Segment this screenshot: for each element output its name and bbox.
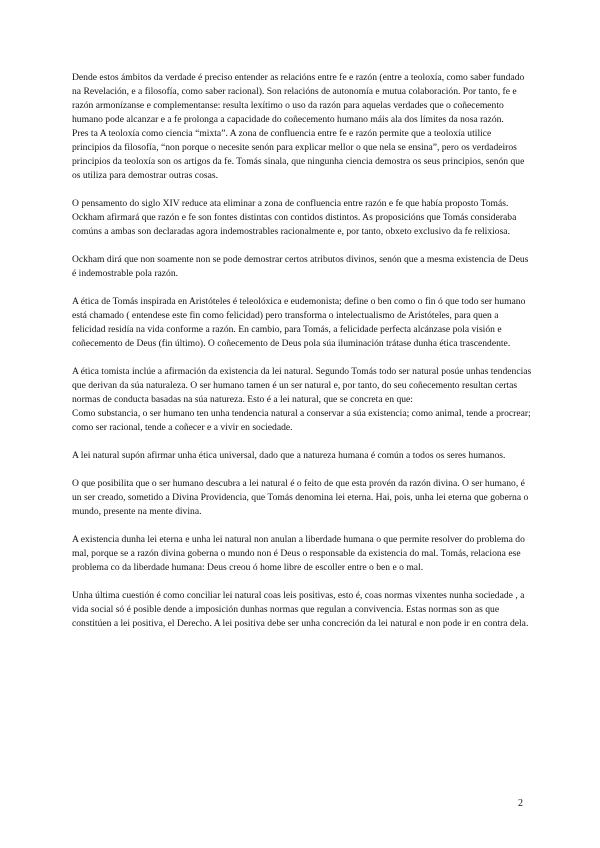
paragraph-siglo-xiv: O pensamento do siglo XIV reduce ata eliminar a zona de confluencia entre razón e fe que había proposto Tomás. Ockham afirmará que razón e fe son fontes distintas con contidos distintos. As proposicións que Tomás consideraba comúns a ambas son declaradas agora indemostrables racionalmente e, por tanto, obxeto exclusivo da fe relixiosa.	[72, 198, 517, 237]
paragraph-ockham: Ockham dirá que non soamente non se pode demostrar certos atributos divinos, senón que a mesma existencia de Deus é indemostrable pola razón.	[72, 254, 529, 279]
paragraph-lei-natural: A ética tomista inclúe a afirmación da existencia da lei natural. Segundo Tomás todo ser natural posúe unhas tendencias que derivan da súa naturaleza. O ser humano tamen é un ser natural e, por tanto, do seu coñecemento resultan certas normas de conducta basadas na súa natureza. Esto é a lei natural, que se concreta en que:	[72, 366, 532, 405]
paragraph-liberdade: A existencia dunha lei eterna e unha lei natural non anulan a liberdade humana o que permite resolver do problema do mal, porque se a razón divina goberna o mundo non é Deus o responsable da existencia do mal. Tomás, relaciona ese problema co da liberdade humana: Deus creou ó home libre de escoller entre o ben e o mal.	[72, 534, 525, 573]
paragraph-substancia: Como substancia, o ser humano ten unha tendencia natural a conservar a súa existencia; como animal, tende a procrear; como ser racional, tende a coñecer e a vivir en sociedade.	[72, 408, 531, 433]
paragraph-leis-positivas: Unha última cuestión é como conciliar lei natural coas leis positivas, esto é, coas normas vixentes nunha sociedade , a vida social só é posible dende a imposición dunhas normas que regulan a convivencia. Estas normas son as que constitúen a lei positiva, el Derecho. A lei positiva debe ser unha concreción da lei natural e non pode ir en contra dela.	[72, 590, 529, 629]
paragraph-etica-tomas: A ética de Tomás inspirada en Aristóteles é teleolóxica e eudemonista; define o ben como o fin ó que todo ser humano está chamado ( entendese este fin como felicidad) pero transforma o intelectualismo de Aristóteles, para quen a felicidad residía na vida conforme a razón. En cambio, para Tomás, a felicidade perfecta alcánzase pola visión e coñecemento de Deus (fin último). O coñecemento de Deus pola súa iluminación trátase dunha ética trascendente.	[72, 296, 526, 349]
paragraph-etica-universal: A lei natural supón afirmar unha ética universal, dado que a natureza humana é común a todos os seres humanos.	[72, 450, 506, 461]
paragraph-fe-razon: Dende estos ámbitos da verdade é preciso entender as relacións entre fe e razón (entre a teoloxía, como saber fundado na Revelación, e a filosofía, como saber racional). Son relacións de autonomía e mutua colaboración. Por tanto, fe e razón armonízanse e complementanse: resulta lexítimo o uso da razón para aquelas verdades que o coñecemento humano pode alcanzar e a fe prolonga a capacidade do coñecemento humano máis ala dos límites da nosa razón.	[72, 72, 525, 125]
paragraph-razon-divina: O que posibilita que o ser humano descubra a lei natural é o feito de que esta provén da razón divina. O ser humano, é un ser creado, sometido a Divina Providencia, que Tomás denomina lei eterna. Hai, pois, unha lei eterna que goberna o mundo, presente na mente divina.	[72, 478, 529, 517]
paragraph-teoloxia-mixta: Pres ta A teoloxía como ciencia “mixta”. A zona de confluencia entre fe e razón permite que a teoloxía utilice principios da filosofía, “non porque o necesite senón para explicar mellor o que nela se ensina”, pero os verdadeiros principios da teoloxía son os artigos da fe. Tomás sinala, que ningunha ciencia demostra os seus principios, senón que os utiliza para demostrar outras cosas.	[72, 128, 525, 181]
page-number: 2	[518, 798, 523, 809]
body-text	[72, 71, 532, 645]
